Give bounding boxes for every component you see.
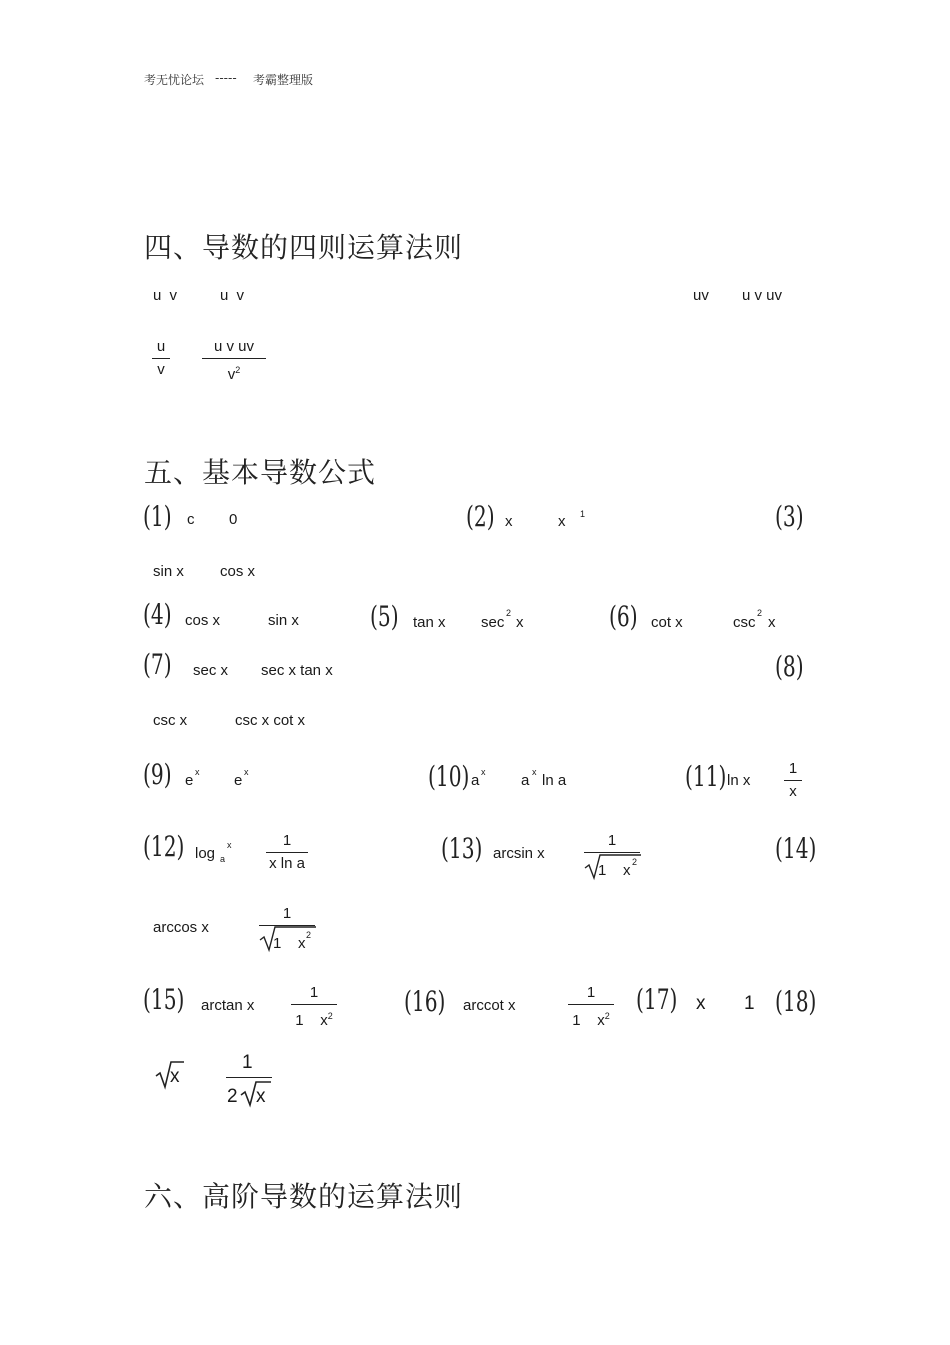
formula-4-rhs: sin x xyxy=(268,612,299,629)
header-edition: 考霸整理版 xyxy=(253,73,314,87)
quotient-rhs-numerator: u v uv xyxy=(213,338,255,355)
formula-number-17: (17) xyxy=(636,983,678,1016)
formula-number-14: (14) xyxy=(775,832,817,865)
formula-5-lhs: tan x xyxy=(413,614,446,631)
formula-8-rhs: csc x cot x xyxy=(235,712,306,729)
fraction-numerator: 1 xyxy=(309,984,319,1001)
quotient-denominator: v xyxy=(157,361,165,378)
formula-18-lhs: x xyxy=(170,1066,180,1087)
formula-10-lhs-exponent: x xyxy=(481,767,486,777)
section-heading-five: 五、基本导数公式 xyxy=(144,456,377,489)
formula-5-rhs: sec xyxy=(481,614,505,631)
section-heading-six: 六、高阶导数的运算法则 xyxy=(144,1180,464,1213)
fraction-denominator: 1 $x^2$ xyxy=(295,1011,333,1029)
formula-number-15: (15) xyxy=(143,983,185,1016)
formula-3-lhs: sin x xyxy=(153,563,184,580)
formula-number-6: (6) xyxy=(609,600,638,633)
formula-number-18: (18) xyxy=(775,985,817,1018)
product-rule-rhs: u v uv xyxy=(742,287,783,304)
sum-rule-lhs: u v xyxy=(153,287,178,304)
formula-12-lhs: log xyxy=(195,845,216,862)
fraction-bar xyxy=(152,358,170,359)
fraction-denominator: 1 $x^2$ xyxy=(572,1011,610,1029)
formula-5-exponent: 2 xyxy=(506,608,512,618)
fraction-bar xyxy=(266,852,308,853)
product-rule-lhs: uv xyxy=(693,287,709,304)
formula-6-rhs: csc xyxy=(733,614,756,631)
fraction-denominator: x xyxy=(789,783,797,800)
fraction-numerator: 1 xyxy=(586,984,596,1001)
header-source: 考无忧论坛 xyxy=(144,73,205,87)
formula-18-den-coef: 2 xyxy=(227,1086,238,1107)
formula-13-denominator: 1 x xyxy=(598,862,631,879)
quotient-rule-lhs xyxy=(152,338,170,379)
formula-9-rhs-exponent: x xyxy=(244,767,249,777)
formula-12-rhs xyxy=(266,832,308,873)
formula-9-lhs: e xyxy=(185,772,194,789)
formula-number-16: (16) xyxy=(404,985,446,1018)
formula-16-rhs xyxy=(568,984,614,1030)
formula-8-lhs: csc x xyxy=(153,712,188,729)
formula-14-lhs: arccos x xyxy=(153,919,209,936)
section-heading-four: 四、导数的四则运算法则 xyxy=(144,231,464,264)
formula-2-rhs: x xyxy=(558,513,566,530)
fraction-denominator: x ln a xyxy=(269,855,305,872)
formula-16-lhs: arccot x xyxy=(463,997,516,1014)
formula-9-lhs-exponent: x xyxy=(195,767,200,777)
formula-7-lhs: sec x xyxy=(193,662,229,679)
fraction-numerator: 1 xyxy=(607,832,617,849)
fraction-bar xyxy=(784,780,802,781)
fraction-bar xyxy=(291,1004,337,1005)
formula-1-lhs: c xyxy=(187,511,195,528)
formula-13-lhs: arcsin x xyxy=(493,845,545,862)
formula-4-lhs: cos x xyxy=(185,612,221,629)
formula-number-5: (5) xyxy=(370,600,399,633)
formula-11-rhs xyxy=(784,760,802,801)
formula-14-exponent: 2 xyxy=(306,930,312,940)
formula-10-rhs-ln: ln a xyxy=(542,772,567,789)
formula-15-lhs: arctan x xyxy=(201,997,255,1014)
formula-2-exponent: 1 xyxy=(580,509,586,519)
formula-6-rhs-x: x xyxy=(768,614,776,631)
formula-number-9: (9) xyxy=(143,758,172,791)
formula-6-lhs: cot x xyxy=(651,614,683,631)
formula-1-rhs: 0 xyxy=(229,511,238,528)
formula-13-exponent: 2 xyxy=(632,857,638,867)
formula-14-denominator: 1 x xyxy=(273,935,306,952)
formula-10-lhs: a xyxy=(471,772,480,789)
formula-11-lhs: ln x xyxy=(727,772,751,789)
formula-18-den-radicand: x xyxy=(256,1086,266,1107)
formula-number-12: (12) xyxy=(143,830,185,863)
formula-12-argument: x xyxy=(227,840,232,850)
sum-rule-rhs: u v xyxy=(220,287,245,304)
formula-number-2: (2) xyxy=(466,500,495,533)
formula-number-7: (7) xyxy=(143,648,172,681)
fraction-numerator: 1 xyxy=(282,905,292,922)
formula-6-exponent: 2 xyxy=(757,608,763,618)
formula-number-3: (3) xyxy=(775,500,804,533)
formula-3-rhs: cos x xyxy=(220,563,256,580)
formula-number-8: (8) xyxy=(775,650,804,683)
formula-number-4: (4) xyxy=(143,598,172,631)
quotient-numerator: u xyxy=(156,338,166,355)
formula-number-11: (11) xyxy=(685,760,727,793)
formula-2-lhs: x xyxy=(505,513,513,530)
fraction-numerator: 1 xyxy=(788,760,798,777)
formula-18-numerator: 1 xyxy=(242,1052,253,1073)
fraction-bar xyxy=(202,358,266,359)
formula-12-base: a xyxy=(220,854,226,864)
formula-10-rhs: a xyxy=(521,772,530,789)
formula-number-10: (10) xyxy=(428,760,470,793)
formula-9-rhs: e xyxy=(234,772,243,789)
formula-10-rhs-exponent: x xyxy=(532,767,537,777)
fraction-bar xyxy=(226,1077,272,1078)
formula-5-rhs-x: x xyxy=(516,614,524,631)
quotient-rule-rhs xyxy=(202,338,266,384)
fraction-bar xyxy=(568,1004,614,1005)
formula-15-rhs xyxy=(291,984,337,1030)
header-dashes: ----- xyxy=(215,71,237,85)
formula-number-13: (13) xyxy=(441,832,483,865)
quotient-rhs-denominator: $v^2$ xyxy=(227,365,241,383)
fraction-numerator: 1 xyxy=(282,832,292,849)
formula-17-lhs: x xyxy=(696,993,706,1014)
formula-13-rhs xyxy=(584,832,640,855)
formula-7-rhs: sec x tan x xyxy=(261,662,333,679)
formula-17-rhs: 1 xyxy=(744,993,755,1014)
formula-number-1: (1) xyxy=(143,500,172,533)
